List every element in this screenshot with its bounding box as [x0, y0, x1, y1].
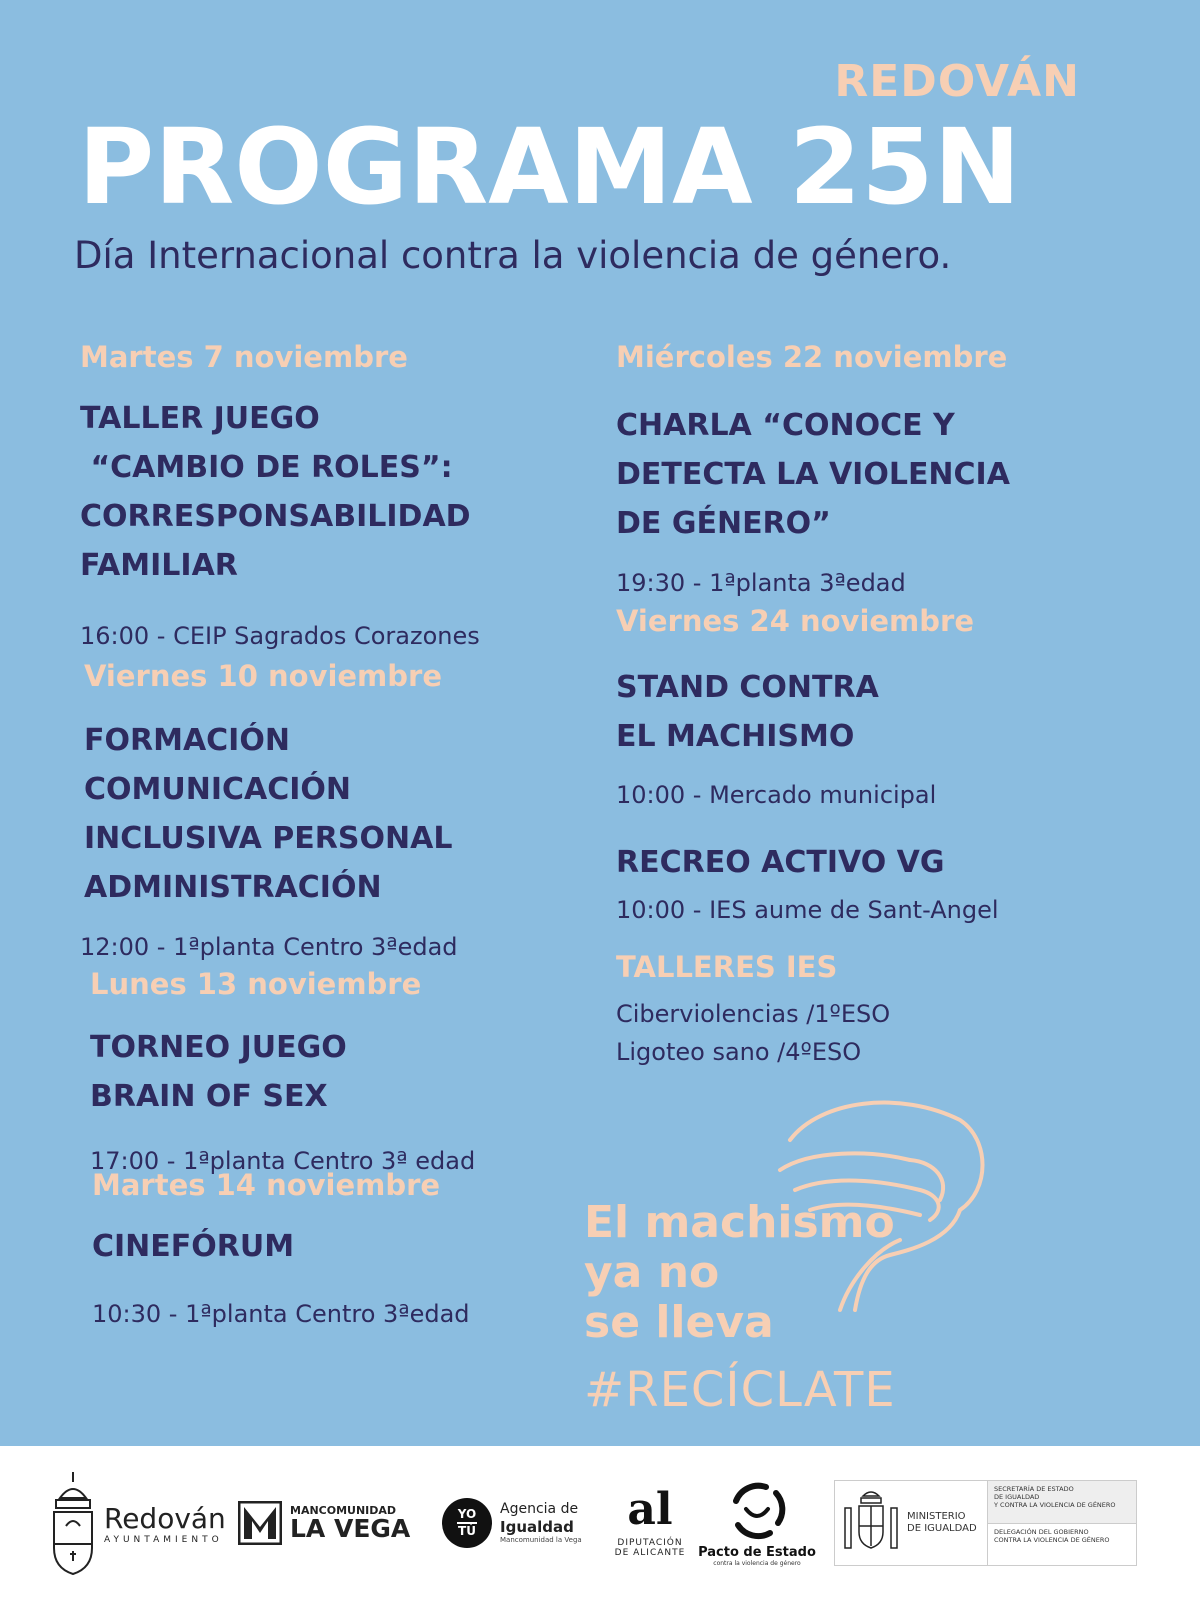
ministerio-logo — [834, 1446, 1138, 1600]
yo-tu-badge-icon — [442, 1498, 492, 1548]
event-title-line: CHARLA “CONOCE Y — [616, 408, 955, 443]
slogan-line: ya no — [584, 1247, 720, 1298]
event-title-line: BRAIN OF SEX — [90, 1079, 328, 1114]
redovan-name: Redován — [104, 1501, 226, 1535]
event-info: 16:00 - CEIP Sagrados Corazones — [80, 622, 480, 650]
event-title-line: FORMACIÓN — [84, 723, 290, 758]
event-title-line: INCLUSIVA PERSONAL — [84, 821, 453, 856]
secretaria-line2: DE IGUALDAD — [994, 1493, 1040, 1502]
agencia-line2: Igualdad — [500, 1518, 574, 1537]
talleres-item: Ligoteo sano /4ºESO — [616, 1038, 862, 1066]
event-title — [616, 663, 879, 761]
event-date: Viernes 10 noviembre — [84, 659, 442, 693]
redovan-logo — [48, 1446, 228, 1600]
event-info: 10:00 - Mercado municipal — [616, 781, 937, 809]
event-title-line: DETECTA LA VIOLENCIA — [616, 457, 1010, 492]
page-subtitle: Día Internacional contra la violencia de género. — [74, 234, 952, 277]
footer-logos — [0, 1446, 1200, 1600]
secretaria-line1: SECRETARÍA DE ESTADO — [994, 1485, 1074, 1493]
mancomunidad-top: MANCOMUNIDAD — [290, 1504, 397, 1517]
talleres-title: TALLERES IES — [616, 950, 838, 984]
diputacion-line1: DIPUTACIÓN — [617, 1538, 683, 1548]
agencia-line3: Mancomunidad la Vega — [500, 1536, 582, 1545]
event-title-line: EL MACHISMO — [616, 719, 855, 754]
spain-coat-of-arms-icon — [841, 1488, 901, 1558]
event-title-line: DE GÉNERO” — [616, 506, 831, 541]
event-title-line: TALLER JUEGO — [80, 401, 320, 436]
slogan-line: El machismo — [584, 1197, 895, 1248]
event-date: Martes 7 noviembre — [80, 340, 408, 374]
secretaria-block — [988, 1481, 1136, 1523]
smile-circle-icon — [726, 1479, 788, 1541]
event-info: 10:00 - IES aume de Sant-Angel — [616, 896, 999, 924]
diputacion-logo — [608, 1446, 692, 1600]
secretaria-line3: Y CONTRA LA VIOLENCIA DE GÉNERO — [994, 1501, 1116, 1510]
ministerio-name1: MINISTERIO — [907, 1511, 966, 1522]
event-title-line: COMUNICACIÓN — [84, 772, 352, 807]
event-title — [616, 401, 1010, 548]
event-title-line: CINEFÓRUM — [92, 1229, 295, 1264]
event-title — [80, 394, 471, 590]
event-title-line: CORRESPONSABILIDAD — [80, 499, 471, 534]
event-date: Viernes 24 noviembre — [616, 604, 974, 638]
redovan-sub: AYUNTAMIENTO — [104, 1534, 223, 1545]
event-title — [90, 1023, 347, 1121]
la-vega-mark-icon — [238, 1501, 282, 1545]
event-title-line: RECREO ACTIVO VG — [616, 845, 945, 880]
event-title — [84, 716, 452, 912]
diputacion-mark: al — [627, 1484, 673, 1535]
event-title-line: TORNEO JUEGO — [90, 1030, 347, 1065]
pacto-line1: Pacto de Estado — [698, 1545, 816, 1560]
diputacion-line2: DE ALICANTE — [614, 1548, 686, 1558]
event-title-line: STAND CONTRA — [616, 670, 879, 705]
town-name: REDOVÁN — [834, 56, 1080, 107]
event-date: Lunes 13 noviembre — [90, 967, 422, 1001]
talleres-item: Ciberviolencias /1ºESO — [616, 1000, 891, 1028]
event-date: Miércoles 22 noviembre — [616, 340, 1008, 374]
agencia-line1: Agencia de — [500, 1501, 579, 1518]
event-title-line: “CAMBIO DE ROLES”: — [80, 450, 453, 485]
mancomunidad-bottom: LA VEGA — [290, 1514, 411, 1543]
agencia-igualdad-logo — [442, 1446, 592, 1600]
event-info: 12:00 - 1ªplanta Centro 3ªedad — [80, 933, 458, 961]
event-title — [92, 1222, 294, 1271]
hashtag: #RECÍCLATE — [584, 1362, 896, 1418]
event-title — [616, 838, 945, 887]
event-info: 17:00 - 1ªplanta Centro 3ª edad — [90, 1147, 476, 1175]
event-title-line: ADMINISTRACIÓN — [84, 870, 382, 905]
badge-top: YO — [457, 1506, 477, 1521]
event-info: 19:30 - 1ªplanta 3ªedad — [616, 569, 906, 597]
page-title: PROGRAMA 25N — [78, 106, 1021, 228]
event-date: Martes 14 noviembre — [92, 1168, 441, 1202]
slogan-line: se lleva — [584, 1297, 774, 1348]
pacto-estado-logo — [698, 1446, 816, 1600]
badge-bottom: TÚ — [458, 1524, 476, 1538]
delegacion-line1: DELEGACIÓN DEL GOBIERNO — [994, 1527, 1089, 1536]
mancomunidad-logo — [238, 1446, 418, 1600]
event-info: 10:30 - 1ªplanta Centro 3ªedad — [92, 1300, 470, 1328]
pacto-line2: contra la violencia de género — [713, 1560, 801, 1567]
ministerio-name2: DE IGUALDAD — [907, 1523, 977, 1534]
coat-of-arms-icon — [48, 1468, 98, 1578]
slogan — [584, 1198, 895, 1348]
delegacion-block — [988, 1523, 1136, 1566]
event-title-line: FAMILIAR — [80, 548, 238, 583]
delegacion-line2: CONTRA LA VIOLENCIA DE GÉNERO — [994, 1535, 1110, 1544]
